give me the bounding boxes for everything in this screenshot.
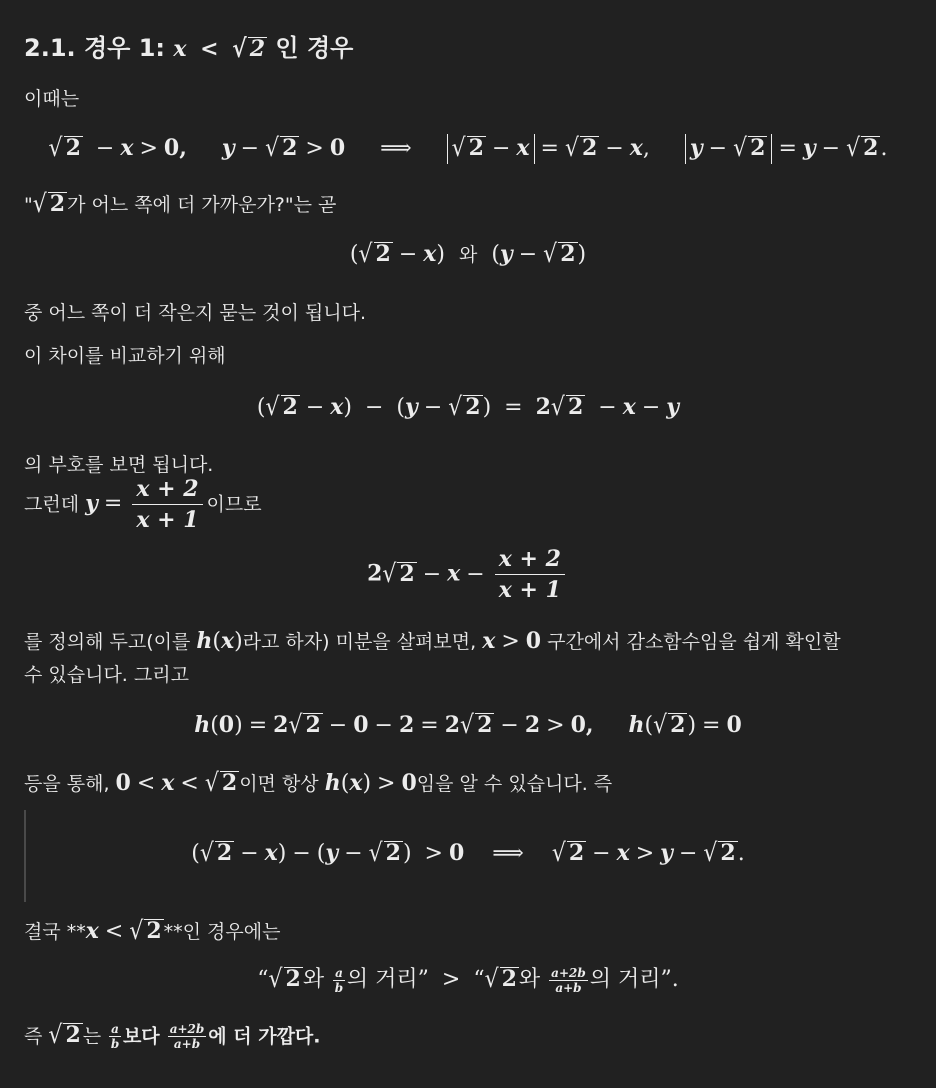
paragraph-8c: 임을 알 수 있습니다. 즉 <box>416 773 613 795</box>
paragraph-6: 그런데 y = $\frac{x + 2}{x + 1}$ 이므로 <box>24 476 262 534</box>
eq2-middle: 와 <box>458 244 478 266</box>
paragraph-6-prefix: 그런데 <box>24 493 80 516</box>
paragraph-6-suffix: 이므로 <box>206 493 262 516</box>
paragraph-3: 중 어느 쪽이 더 작은지 묻는 것이 됩니다. <box>24 302 366 324</box>
paragraph-8: 등을 통해, 0 < x < √ 2 이면 항상 h(x) > 0임을 알 수 있습니다. 즉 <box>24 769 613 798</box>
quote-open-1: “ <box>257 967 269 992</box>
implies-arrow: ⟹ <box>380 136 412 161</box>
paragraph-2-text: 가 어느 쪽에 더 가까운가?"는 곧 <box>67 194 337 216</box>
equation-5: h(0) = 2√ 2 − 0 − 2 = 2√ 2 − 2 > 0, h(√ 2) = 0 <box>194 711 742 740</box>
wa-2: 와 <box>518 967 541 992</box>
paragraph-9-suffix: **인 경우에는 <box>163 921 281 943</box>
equation-6: (√ 2 − x) − (y − √ 2) > 0 ⟹ √ 2 − x > y − √ 2. <box>191 839 745 868</box>
equation-2: (√ 2 − x) 와 (y − √ 2) <box>349 240 587 269</box>
paragraph-7a: 를 정의해 두고(이를 <box>24 631 191 653</box>
implies-arrow-2: ⟹ <box>492 841 524 866</box>
heading-math: x < √ 2 <box>173 34 266 64</box>
paragraph-7-cont: 수 있습니다. 그리고 <box>24 664 189 686</box>
section-heading <box>24 34 353 63</box>
equation-3: (√ 2 − x) − (y − √ 2) = 2√ 2 − x − y <box>256 393 680 422</box>
heading-suffix: 인 경우 <box>275 34 354 62</box>
paragraph-5: 의 부호를 보면 됩니다. <box>24 454 214 476</box>
paragraph-7c: 구간에서 감소함수임을 쉽게 확인할 <box>547 631 841 653</box>
paragraph-7b: 라고 하자) 미분을 살펴보면, <box>242 631 477 653</box>
paragraph-10b: 는 <box>82 1025 102 1048</box>
open-quote: " <box>24 194 33 216</box>
equation-4: 2√ 2 − x − $\frac{x + 2}{x + 1}$ <box>0 546 936 603</box>
paragraph-2: "√ 2 가 어느 쪽에 더 가까운가?"는 곧 <box>24 190 337 219</box>
dist-2: 의 거리” <box>589 967 672 992</box>
equation-7: “√ 2와 $\frac{a}{b}$ 의 거리” > “√ 2와 $\frac{a+2b}{a+b}$ 의 거리”. <box>257 965 679 995</box>
paragraph-10a: 즉 <box>24 1025 43 1048</box>
wa-1: 와 <box>302 967 325 992</box>
paragraph-1: 이때는 <box>24 88 80 110</box>
paragraph-10: 즉 √ 2 는 $\frac{a}{b}$ 보다 $\frac{a+2b}{a+b}$ 에 더 가깝다. <box>24 1021 321 1052</box>
paragraph-8b: 이면 항상 <box>239 773 319 795</box>
dist-1: 의 거리” <box>346 967 429 992</box>
paragraph-4: 이 차이를 비교하기 위해 <box>24 345 226 367</box>
paragraph-8a: 등을 통해, <box>24 773 110 795</box>
paragraph-10c: 보다 <box>122 1025 160 1048</box>
quote-open-2: “ <box>473 967 485 992</box>
paragraph-9: 결국 **x < √ 2 **인 경우에는 <box>24 917 281 946</box>
heading-prefix: 2.1. 경우 1: <box>24 34 166 62</box>
paragraph-9-prefix: 결국 ** <box>24 921 86 943</box>
equation-1: √ 2 − x > 0, y − √ 2 > 0 ⟹ √ 2 − x = √ 2 − x, y − √ 2 = y − √ 2. <box>48 134 888 163</box>
paragraph-7: 를 정의해 두고(이를 h(x)라고 하자) 미분을 살펴보면, x > 0 구간에서 감소함수임을 쉽게 확인할 <box>24 628 841 654</box>
paragraph-10d: 에 더 가깝다. <box>208 1025 321 1048</box>
